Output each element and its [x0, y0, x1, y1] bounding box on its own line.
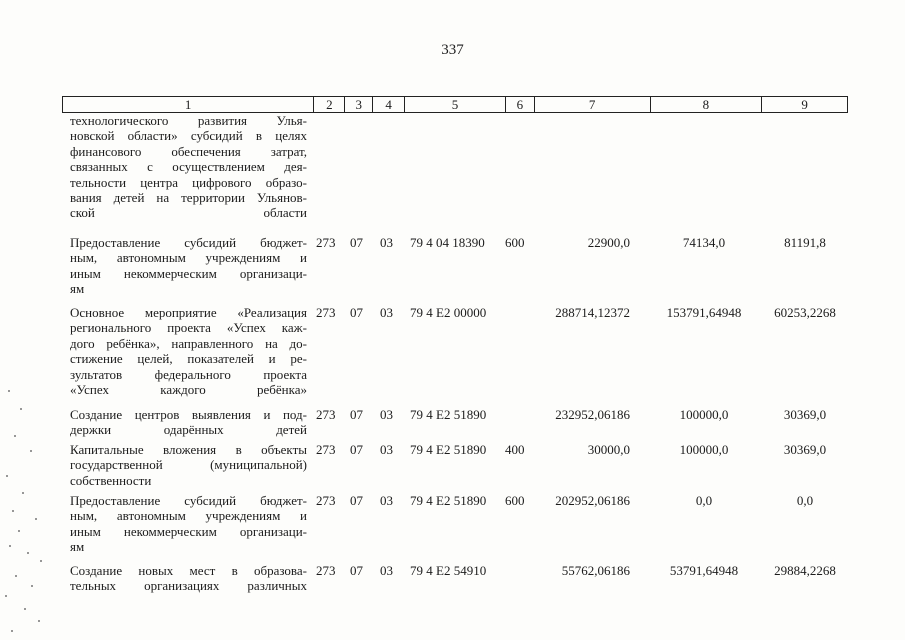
description-line: Капитальные вложения в объекты: [70, 442, 307, 457]
cell-amount-col9: 0,0: [796, 493, 814, 508]
description-line: Создание центров выявления и под-: [70, 407, 307, 422]
description-line: стижение целей, показателей и ре-: [70, 351, 307, 367]
row-description: [70, 407, 307, 438]
cell-ministry-code: 273: [316, 493, 336, 508]
scan-noise: [0, 380, 50, 640]
column-header-8: 8: [650, 97, 762, 112]
description-line: тельных организациях различных: [70, 578, 307, 594]
description-line: тельности центра цифрового образо-: [70, 174, 307, 190]
cell-subsection: 03: [380, 305, 393, 320]
cell-target-article: 79 4 04 18390: [410, 235, 485, 250]
column-header-7: 7: [534, 97, 650, 112]
description-line: государственной (муниципальной): [70, 457, 307, 473]
cell-amount-col9: 81191,8: [784, 235, 826, 250]
row-description: [70, 493, 307, 555]
cell-section: 07: [350, 305, 363, 320]
cell-target-article: 79 4 E2 51890: [410, 493, 487, 508]
description-line: «Успех каждого ребёнка»: [70, 382, 307, 398]
cell-section: 07: [350, 493, 363, 508]
column-header-9: 9: [761, 97, 847, 112]
column-header-6: 6: [505, 97, 534, 112]
row-description: [70, 235, 307, 297]
cell-section: 07: [350, 563, 363, 578]
description-line: зультатов федерального проекта: [70, 366, 307, 382]
column-header-4: 4: [372, 97, 404, 112]
cell-amount-col7: 55762,06186: [561, 563, 630, 578]
cell-subsection: 03: [380, 407, 393, 422]
cell-amount-col9: 29884,2268: [774, 563, 836, 578]
cell-amount-col7: 202952,06186: [555, 493, 630, 508]
cell-amount-col8: 0,0: [695, 493, 713, 508]
description-line: иным некоммерческим организаци-: [70, 265, 307, 281]
description-line: ям: [70, 281, 85, 297]
cell-amount-col9: 30369,0: [783, 442, 827, 457]
cell-ministry-code: 273: [316, 563, 336, 578]
description-line: ской области: [70, 205, 307, 221]
description-line: иным некоммерческим организаци-: [70, 523, 307, 539]
cell-subsection: 03: [380, 442, 393, 457]
row-description: [70, 305, 307, 397]
description-line: новской области» субсидий в целях: [70, 128, 307, 144]
description-line: держки одарённых детей: [70, 422, 307, 438]
description-line: регионального проекта «Успех каж-: [70, 320, 307, 336]
cell-ministry-code: 273: [316, 442, 336, 457]
column-header-2: 2: [313, 97, 344, 112]
column-header-5: 5: [404, 97, 505, 112]
cell-ministry-code: 273: [316, 305, 336, 320]
cell-expense-type: 400: [505, 442, 525, 457]
description-line: Предоставление субсидий бюджет-: [70, 493, 307, 508]
cell-amount-col8: 100000,0: [679, 407, 729, 422]
cell-amount-col7: 30000,0: [587, 442, 630, 457]
row-description: [70, 113, 307, 221]
description-line: ям: [70, 539, 85, 555]
column-header-3: 3: [344, 97, 372, 112]
description-line: дого ребёнка», направленного на до-: [70, 335, 307, 351]
cell-amount-col7: 22900,0: [587, 235, 630, 250]
cell-ministry-code: 273: [316, 407, 336, 422]
description-line: связанных с осуществлением дея-: [70, 159, 307, 175]
cell-amount-col7: 288714,12372: [555, 305, 630, 320]
cell-amount-col9: 60253,2268: [774, 305, 836, 320]
cell-expense-type: 600: [505, 235, 525, 250]
cell-target-article: 79 4 E2 51890: [410, 442, 487, 457]
description-line: Предоставление субсидий бюджет-: [70, 235, 307, 250]
description-line: ным, автономным учреждениям и: [70, 508, 307, 524]
cell-amount-col7: 232952,06186: [555, 407, 630, 422]
cell-subsection: 03: [380, 563, 393, 578]
cell-expense-type: 600: [505, 493, 525, 508]
cell-amount-col8: 153791,64948: [666, 305, 742, 320]
description-line: ным, автономным учреждениям и: [70, 250, 307, 266]
cell-subsection: 03: [380, 235, 393, 250]
description-line: Основное мероприятие «Реализация: [70, 305, 307, 320]
row-description: [70, 442, 307, 488]
column-header-1: 1: [184, 97, 192, 112]
cell-target-article: 79 4 E2 00000: [410, 305, 487, 320]
cell-section: 07: [350, 407, 363, 422]
cell-section: 07: [350, 235, 363, 250]
cell-subsection: 03: [380, 493, 393, 508]
cell-amount-col8: 100000,0: [679, 442, 729, 457]
cell-target-article: 79 4 E2 54910: [410, 563, 487, 578]
table-column-header: [62, 96, 848, 113]
description-line: Создание новых мест в образова-: [70, 563, 307, 578]
description-line: финансового обеспечения затрат,: [70, 143, 307, 159]
cell-target-article: 79 4 E2 51890: [410, 407, 487, 422]
page-number: 337: [441, 42, 464, 58]
description-line: собственности: [70, 472, 152, 488]
cell-amount-col9: 30369,0: [783, 407, 827, 422]
cell-ministry-code: 273: [316, 235, 336, 250]
description-line: технологического развития Улья-: [70, 113, 307, 128]
cell-section: 07: [350, 442, 363, 457]
cell-amount-col8: 74134,0: [682, 235, 726, 250]
row-description: [70, 563, 307, 594]
description-line: вания детей на территории Ульянов-: [70, 190, 307, 206]
cell-amount-col8: 53791,64948: [669, 563, 739, 578]
